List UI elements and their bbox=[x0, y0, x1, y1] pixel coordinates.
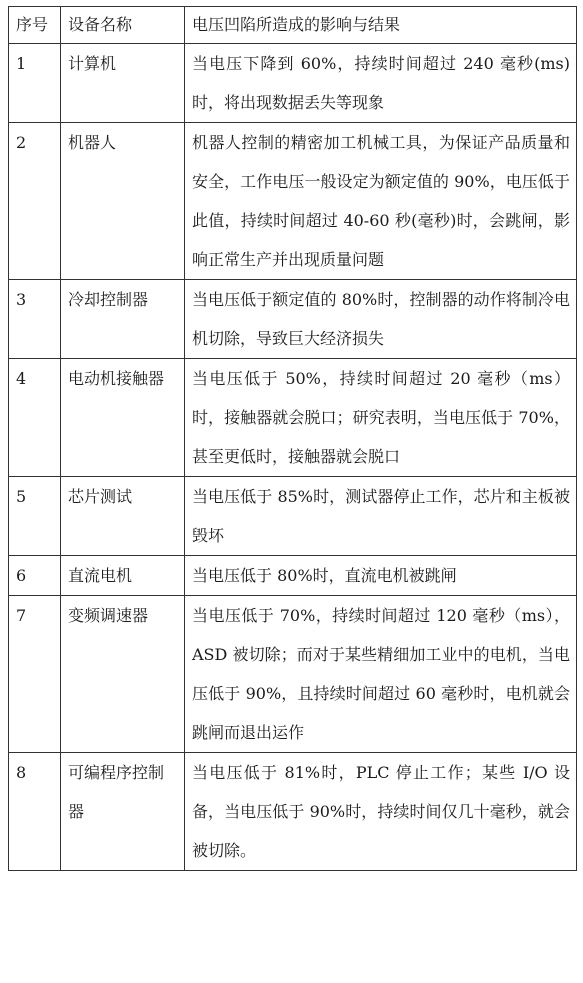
table-row bbox=[9, 477, 577, 556]
table-row bbox=[9, 280, 577, 359]
cell-impact-result: 机器人控制的精密加工机械工具，为保证产品质量和安全，工作电压一般设定为额定值的 90%，电压低于此值，持续时间超过 40-60 秒(毫秒)时，会跳闸，影响正常生产并出现质量问题 bbox=[185, 123, 577, 280]
header-serial-number: 序号 bbox=[9, 7, 61, 44]
cell-impact-result: 当电压低于 50%，持续时间超过 20 毫秒（ms）时，接触器就会脱口；研究表明，当电压低于 70%，甚至更低时，接触器就会脱口 bbox=[185, 359, 577, 477]
cell-device-name: 机器人 bbox=[61, 123, 185, 280]
cell-serial-number: 6 bbox=[9, 556, 61, 596]
cell-impact-result: 当电压下降到 60%，持续时间超过 240 毫秒(ms)时，将出现数据丢失等现象 bbox=[185, 44, 577, 123]
table-row bbox=[9, 359, 577, 477]
table-row bbox=[9, 123, 577, 280]
document-page bbox=[8, 6, 576, 871]
cell-device-name: 变频调速器 bbox=[61, 596, 185, 753]
cell-serial-number: 5 bbox=[9, 477, 61, 556]
table-row bbox=[9, 556, 577, 596]
cell-device-name: 冷却控制器 bbox=[61, 280, 185, 359]
cell-serial-number: 4 bbox=[9, 359, 61, 477]
cell-impact-result: 当电压低于 81%时，PLC 停止工作；某些 I/O 设备，当电压低于 90%时，持续时间仅几十毫秒，就会被切除。 bbox=[185, 753, 577, 871]
header-impact-result: 电压凹陷所造成的影响与结果 bbox=[185, 7, 577, 44]
cell-serial-number: 3 bbox=[9, 280, 61, 359]
header-device-name: 设备名称 bbox=[61, 7, 185, 44]
cell-device-name: 计算机 bbox=[61, 44, 185, 123]
voltage-sag-impact-table bbox=[8, 6, 577, 871]
cell-impact-result: 当电压低于额定值的 80%时，控制器的动作将制冷电机切除，导致巨大经济损失 bbox=[185, 280, 577, 359]
table-header-row bbox=[9, 7, 577, 44]
cell-serial-number: 8 bbox=[9, 753, 61, 871]
cell-impact-result: 当电压低于 85%时，测试器停止工作，芯片和主板被毁坏 bbox=[185, 477, 577, 556]
cell-serial-number: 1 bbox=[9, 44, 61, 123]
cell-serial-number: 2 bbox=[9, 123, 61, 280]
table-row bbox=[9, 44, 577, 123]
cell-impact-result: 当电压低于 80%时，直流电机被跳闸 bbox=[185, 556, 577, 596]
cell-device-name: 芯片测试 bbox=[61, 477, 185, 556]
cell-impact-result: 当电压低于 70%，持续时间超过 120 毫秒（ms），ASD 被切除；而对于某些精细加工业中的电机，当电压低于 90%，且持续时间超过 60 毫秒时，电机就会跳闸而退出运作 bbox=[185, 596, 577, 753]
cell-device-name: 可编程序控制器 bbox=[61, 753, 185, 871]
cell-device-name: 电动机接触器 bbox=[61, 359, 185, 477]
cell-device-name: 直流电机 bbox=[61, 556, 185, 596]
table-row bbox=[9, 753, 577, 871]
table-row bbox=[9, 596, 577, 753]
cell-serial-number: 7 bbox=[9, 596, 61, 753]
